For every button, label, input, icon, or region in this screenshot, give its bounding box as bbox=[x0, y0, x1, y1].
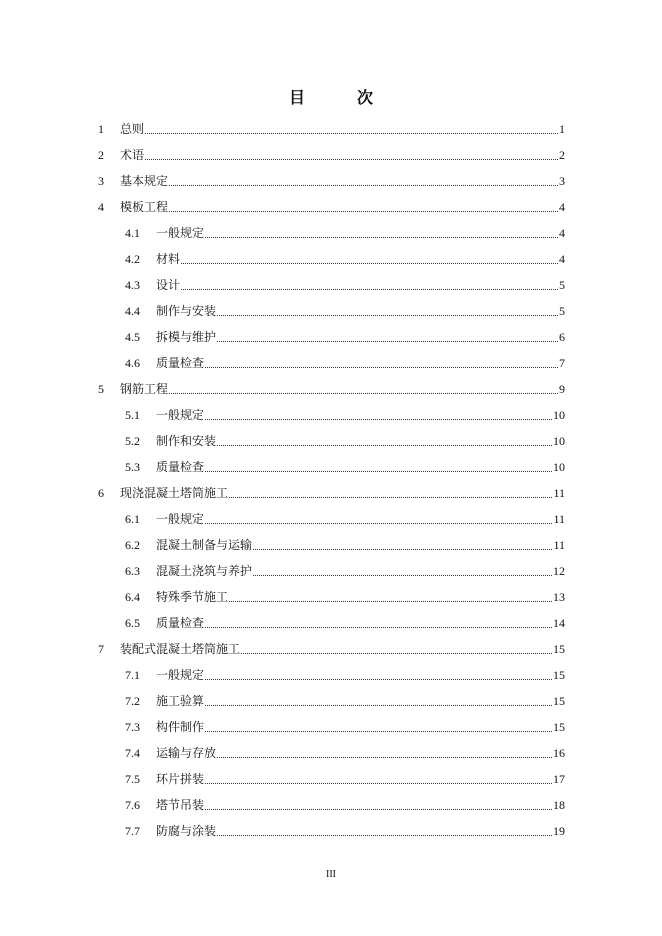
toc-entry-number: 4.4 bbox=[125, 304, 140, 318]
toc-chapter-entry[interactable] bbox=[0, 194, 662, 220]
toc-chapter-entry[interactable] bbox=[0, 116, 662, 142]
dot-leader bbox=[205, 613, 552, 628]
toc-section-entry[interactable] bbox=[0, 714, 662, 740]
toc-entry-page: 2 bbox=[559, 148, 565, 162]
dot-leader bbox=[205, 509, 552, 524]
toc-entry-number: 7.7 bbox=[125, 824, 140, 838]
toc-section-entry[interactable] bbox=[0, 558, 662, 584]
toc-section-entry[interactable] bbox=[0, 220, 662, 246]
toc-entry-label: 质量检查 bbox=[156, 616, 205, 630]
toc-entry-number: 7.1 bbox=[125, 668, 140, 682]
toc-section-entry[interactable] bbox=[0, 506, 662, 532]
toc-entry-page: 12 bbox=[553, 564, 565, 578]
toc-entry-page: 14 bbox=[553, 616, 565, 630]
toc-entry-page: 6 bbox=[559, 330, 565, 344]
toc-entry-label: 制作和安装 bbox=[156, 434, 217, 448]
dot-leader bbox=[169, 379, 558, 394]
dot-leader bbox=[205, 405, 552, 420]
toc-section-entry[interactable] bbox=[0, 818, 662, 844]
toc-section-entry[interactable] bbox=[0, 792, 662, 818]
toc-entry-label: 混凝土浇筑与养护 bbox=[156, 564, 253, 578]
toc-entry-number: 3 bbox=[98, 174, 104, 188]
toc-section-entry[interactable] bbox=[0, 324, 662, 350]
toc-entry-page: 15 bbox=[553, 694, 565, 708]
toc-entry-number: 6.5 bbox=[125, 616, 140, 630]
toc-entry-label: 一般规定 bbox=[156, 226, 205, 240]
toc-section-entry[interactable] bbox=[0, 610, 662, 636]
toc-entry-page: 15 bbox=[553, 668, 565, 682]
toc-entry-label: 术语 bbox=[120, 148, 145, 162]
toc-entry-number: 4.1 bbox=[125, 226, 140, 240]
page-title: 目 次 bbox=[288, 88, 391, 107]
toc-chapter-entry[interactable] bbox=[0, 376, 662, 402]
toc-section-entry[interactable] bbox=[0, 532, 662, 558]
dot-leader bbox=[181, 275, 558, 290]
toc-entry-number: 7.3 bbox=[125, 720, 140, 734]
toc-entry-page: 15 bbox=[553, 642, 565, 656]
dot-leader bbox=[253, 535, 552, 550]
toc-entry-number: 4.5 bbox=[125, 330, 140, 344]
toc-entry-label: 特殊季节施工 bbox=[156, 590, 229, 604]
dot-leader bbox=[229, 483, 552, 498]
toc-entry-label: 质量检查 bbox=[156, 460, 205, 474]
toc-entry-label: 环片拼装 bbox=[156, 772, 205, 786]
dot-leader bbox=[169, 197, 558, 212]
toc-entry-page: 18 bbox=[553, 798, 565, 812]
toc-entry-page: 4 bbox=[559, 252, 565, 266]
toc-chapter-entry[interactable] bbox=[0, 142, 662, 168]
toc-entry-label: 总则 bbox=[120, 122, 145, 136]
toc-chapter-entry[interactable] bbox=[0, 636, 662, 662]
toc-entry-page: 11 bbox=[553, 486, 565, 500]
toc-entry-page: 3 bbox=[559, 174, 565, 188]
toc-entry-label: 一般规定 bbox=[156, 408, 205, 422]
toc-entry-page: 13 bbox=[553, 590, 565, 604]
dot-leader bbox=[217, 821, 552, 836]
toc-entry-label: 装配式混凝土塔筒施工 bbox=[120, 642, 241, 656]
toc-entry-page: 10 bbox=[553, 434, 565, 448]
dot-leader bbox=[229, 587, 552, 602]
toc-section-entry[interactable] bbox=[0, 298, 662, 324]
toc-entry-number: 6 bbox=[98, 486, 104, 500]
toc-entry-label: 防腐与涂装 bbox=[156, 824, 217, 838]
toc-entry-number: 5.1 bbox=[125, 408, 140, 422]
dot-leader bbox=[217, 301, 558, 316]
dot-leader bbox=[205, 353, 558, 368]
dot-leader bbox=[241, 639, 552, 654]
toc-entry-label: 构件制作 bbox=[156, 720, 205, 734]
toc-entry-page: 4 bbox=[559, 226, 565, 240]
toc-section-entry[interactable] bbox=[0, 740, 662, 766]
toc-entry-number: 6.1 bbox=[125, 512, 140, 526]
dot-leader bbox=[205, 795, 552, 810]
toc-entry-number: 4.2 bbox=[125, 252, 140, 266]
toc-section-entry[interactable] bbox=[0, 350, 662, 376]
table-of-contents bbox=[0, 116, 662, 844]
toc-entry-page: 9 bbox=[559, 382, 565, 396]
toc-entry-number: 7.2 bbox=[125, 694, 140, 708]
toc-entry-page: 19 bbox=[553, 824, 565, 838]
dot-leader bbox=[205, 665, 552, 680]
toc-entry-label: 质量检查 bbox=[156, 356, 205, 370]
toc-entry-page: 11 bbox=[553, 538, 565, 552]
toc-section-entry[interactable] bbox=[0, 662, 662, 688]
toc-entry-label: 拆模与维护 bbox=[156, 330, 217, 344]
dot-leader bbox=[181, 249, 558, 264]
toc-entry-label: 材料 bbox=[156, 252, 181, 266]
toc-entry-label: 一般规定 bbox=[156, 512, 205, 526]
dot-leader bbox=[145, 145, 558, 160]
toc-entry-number: 7.4 bbox=[125, 746, 140, 760]
toc-entry-page: 17 bbox=[553, 772, 565, 786]
toc-section-entry[interactable] bbox=[0, 428, 662, 454]
toc-entry-number: 5.2 bbox=[125, 434, 140, 448]
toc-entry-number: 6.4 bbox=[125, 590, 140, 604]
toc-entry-label: 运输与存放 bbox=[156, 746, 217, 760]
toc-entry-number: 2 bbox=[98, 148, 104, 162]
toc-entry-page: 10 bbox=[553, 460, 565, 474]
toc-chapter-entry[interactable] bbox=[0, 168, 662, 194]
dot-leader bbox=[217, 327, 558, 342]
toc-entry-label: 现浇混凝土塔筒施工 bbox=[120, 486, 229, 500]
toc-section-entry[interactable] bbox=[0, 688, 662, 714]
dot-leader bbox=[217, 431, 552, 446]
toc-section-entry[interactable] bbox=[0, 272, 662, 298]
toc-entry-page: 10 bbox=[553, 408, 565, 422]
dot-leader bbox=[205, 457, 552, 472]
toc-entry-number: 7.6 bbox=[125, 798, 140, 812]
toc-entry-page: 5 bbox=[559, 304, 565, 318]
toc-entry-page: 5 bbox=[559, 278, 565, 292]
toc-entry-label: 混凝土制备与运输 bbox=[156, 538, 253, 552]
toc-entry-number: 4.6 bbox=[125, 356, 140, 370]
toc-entry-page: 7 bbox=[559, 356, 565, 370]
toc-entry-label: 塔节吊装 bbox=[156, 798, 205, 812]
toc-entry-number: 7.5 bbox=[125, 772, 140, 786]
toc-entry-label: 一般规定 bbox=[156, 668, 205, 682]
toc-section-entry[interactable] bbox=[0, 402, 662, 428]
toc-entry-label: 基本规定 bbox=[120, 174, 169, 188]
toc-section-entry[interactable] bbox=[0, 766, 662, 792]
dot-leader bbox=[205, 223, 558, 238]
toc-entry-label: 制作与安装 bbox=[156, 304, 217, 318]
toc-section-entry[interactable] bbox=[0, 454, 662, 480]
toc-section-entry[interactable] bbox=[0, 584, 662, 610]
toc-entry-label: 模板工程 bbox=[120, 200, 169, 214]
toc-entry-number: 7 bbox=[98, 642, 104, 656]
toc-entry-number: 1 bbox=[98, 122, 104, 136]
toc-section-entry[interactable] bbox=[0, 246, 662, 272]
page-number: III bbox=[326, 869, 336, 880]
dot-leader bbox=[145, 119, 558, 134]
toc-entry-page: 4 bbox=[559, 200, 565, 214]
dot-leader bbox=[205, 691, 552, 706]
toc-entry-number: 6.3 bbox=[125, 564, 140, 578]
dot-leader bbox=[169, 171, 558, 186]
dot-leader bbox=[253, 561, 552, 576]
toc-entry-number: 5 bbox=[98, 382, 104, 396]
dot-leader bbox=[205, 717, 552, 732]
toc-entry-page: 15 bbox=[553, 720, 565, 734]
dot-leader bbox=[217, 743, 552, 758]
toc-entry-label: 设计 bbox=[156, 278, 181, 292]
toc-entry-number: 6.2 bbox=[125, 538, 140, 552]
toc-entry-page: 16 bbox=[553, 746, 565, 760]
toc-entry-page: 1 bbox=[559, 122, 565, 136]
toc-chapter-entry[interactable] bbox=[0, 480, 662, 506]
dot-leader bbox=[205, 769, 552, 784]
toc-entry-number: 4 bbox=[98, 200, 104, 214]
toc-entry-number: 4.3 bbox=[125, 278, 140, 292]
toc-entry-label: 施工验算 bbox=[156, 694, 205, 708]
toc-entry-label: 钢筋工程 bbox=[120, 382, 169, 396]
toc-entry-number: 5.3 bbox=[125, 460, 140, 474]
toc-entry-page: 11 bbox=[553, 512, 565, 526]
